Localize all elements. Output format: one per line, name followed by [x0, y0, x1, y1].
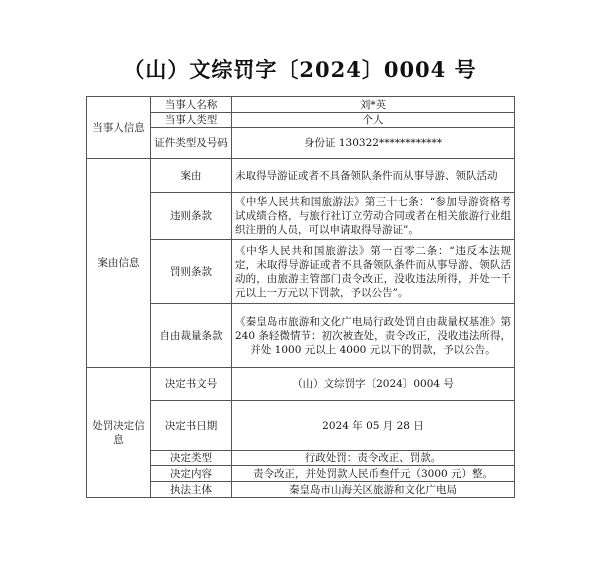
- party-type-label: 当事人类型: [151, 113, 232, 128]
- cause-value: 未取得导游证或者不具备领队条件而从事导游、领队活动: [232, 159, 515, 193]
- cause-label: 案由: [151, 159, 232, 193]
- decision-type-label: 决定类型: [151, 451, 232, 466]
- decision-date-value: 2024 年 05 月 28 日: [232, 401, 515, 451]
- decision-content-label: 决定内容: [151, 466, 232, 482]
- enforcement-subject-value: 秦皇岛市山海关区旅游和文化广电局: [232, 482, 515, 498]
- discretion-clause-value: 《秦皇岛市旅游和文化广电局行政处罚自由裁量权基准》第 240 条轻微情节：初次被查处，责令改正，没收违法所得，并处 1000 元以上 4000 元以下的罚款，予以公告。: [232, 304, 515, 368]
- decision-content-value: 责令改正，并处罚款人民币叁仟元（3000 元）整。: [232, 466, 515, 482]
- party-info-section-label: 当事人信息: [87, 97, 151, 159]
- id-label: 证件类型及号码: [151, 128, 232, 159]
- penalty-info-table: [86, 96, 515, 498]
- decision-date-label: 决定书日期: [151, 401, 232, 451]
- document-title: （山）文综罚字〔2024〕0004 号: [123, 57, 477, 82]
- penalty-clause-label: 罚则条款: [151, 240, 232, 304]
- discretion-clause-label: 自由裁量条款: [151, 304, 232, 368]
- id-value: 身份证 130322************: [232, 128, 515, 159]
- case-info-section-label: 案由信息: [87, 159, 151, 368]
- name-label: 当事人名称: [151, 97, 232, 113]
- penalty-clause-value: 《中华人民共和国旅游法》第一百零二条：“违反本法规定，未取得导游证或者不具备领队条件而从事导游、领队活动的，由旅游主管部门责令改正，没收违法所得，并处一千元以上一万元以下罚款，予以公告”。: [232, 240, 515, 304]
- party-type-value: 个人: [232, 113, 515, 128]
- decision-number-value: （山）文综罚字〔2024〕0004 号: [232, 368, 515, 401]
- violation-clause-value: 《中华人民共和国旅游法》第三十七条：“参加导游资格考试成绩合格，与旅行社订立劳动合同或者在相关旅游行业组织注册的人员，可以申请取得导游证”。: [232, 193, 515, 240]
- decision-info-section-label: 处罚决定信息: [87, 368, 151, 498]
- enforcement-subject-label: 执法主体: [151, 482, 232, 498]
- decision-number-label: 决定书文号: [151, 368, 232, 401]
- violation-clause-label: 违则条款: [151, 193, 232, 240]
- name-value: 刘*英: [232, 97, 515, 113]
- decision-type-value: 行政处罚：责令改正、罚款。: [232, 451, 515, 466]
